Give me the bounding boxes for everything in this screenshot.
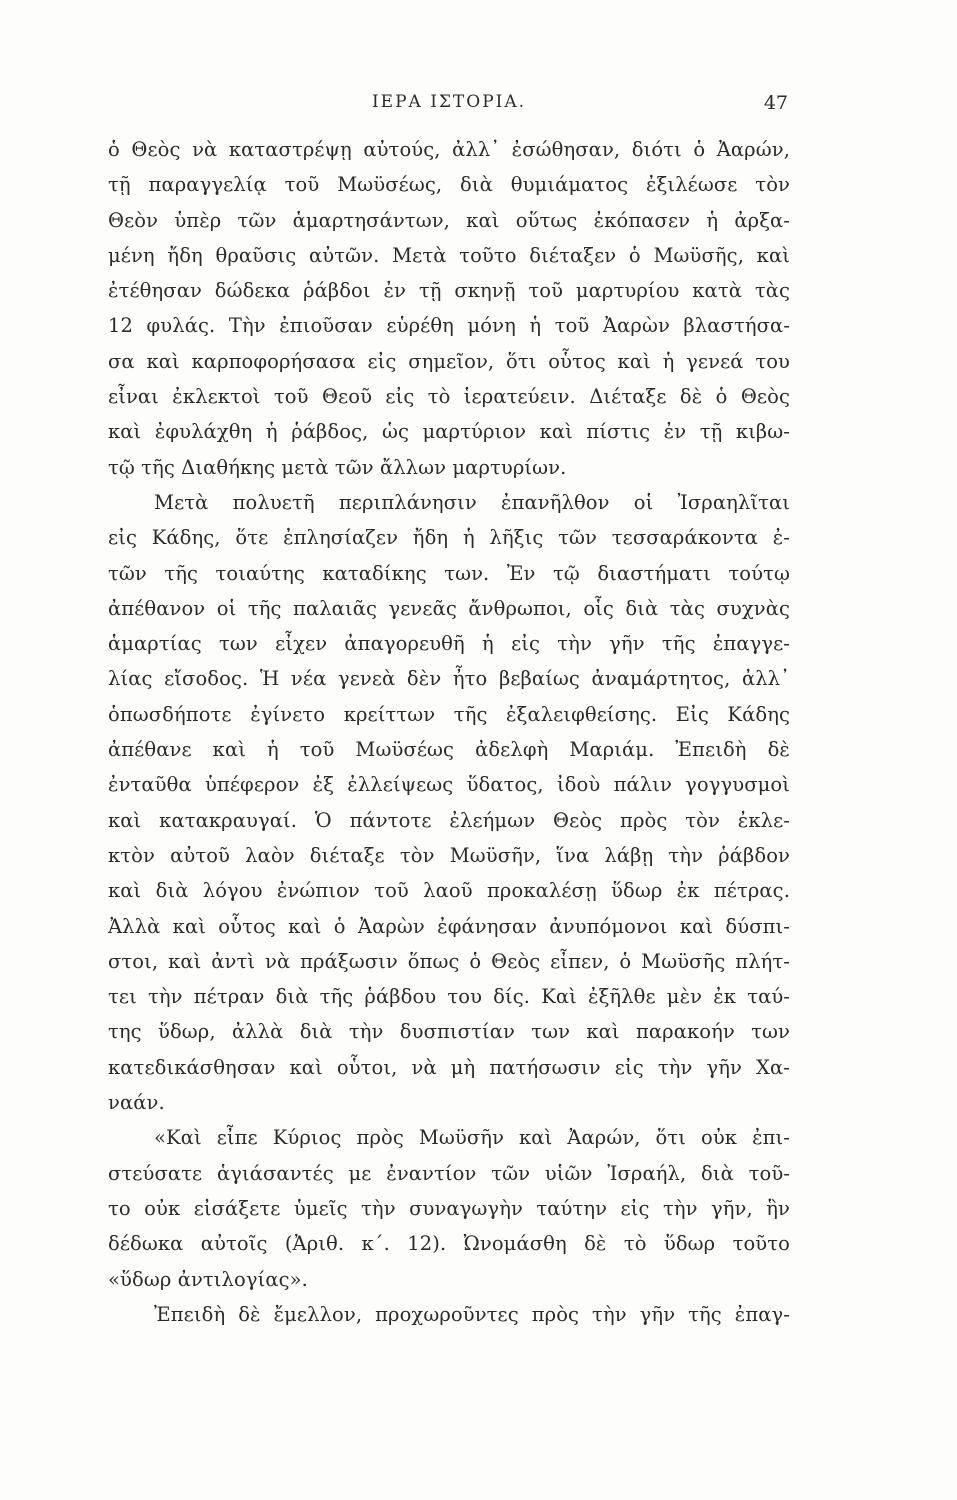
- text-line: ἀπέθανε καὶ ἡ τοῦ Μωϋσέως ἀδελφὴ Μαριάμ. Ἐπειδὴ δὲ: [108, 738, 790, 762]
- text-line: στεύσατε ἁγιάσαντές με ἐναντίον τῶν υἱῶν Ἰσραήλ, διὰ τοῦ-: [108, 1161, 790, 1185]
- text-line: εἰς Κάδης, ὅτε ἐπλησίαζεν ἤδη ἡ λῆξις τῶν τεσσαράκοντα ἐ-: [108, 526, 790, 550]
- text-line: ἀπέθανον οἱ τῆς παλαιᾶς γενεᾶς ἄνθρωποι, οἷς διὰ τὰς συχνὰς: [108, 596, 790, 620]
- body-text: [108, 132, 790, 1332]
- text-line: ὁ Θεὸς νὰ καταστρέψῃ αὐτούς, ἀλλ᾽ ἐσώθησαν, διότι ὁ Ἀαρών,: [108, 138, 790, 161]
- text-line: λίας εἴσοδος. Ἡ νέα γενεὰ δὲν ἦτο βεβαίως ἀναμάρτητος, ἀλλ᾽: [108, 667, 790, 691]
- text-line: δέδωκα αὐτοῖς (Ἀριθ. κ΄. 12). Ὠνομάσθη δὲ τὸ ὕδωρ τοῦτο: [108, 1232, 790, 1256]
- text-line: Ἀλλὰ καὶ οὗτος καὶ ὁ Ἀαρὼν ἐφάνησαν ἀνυπόμονοι καὶ δύσπι-: [108, 914, 790, 938]
- text-line: κτὸν αὐτοῦ λαὸν διέταξε τὸν Μωϋσῆν, ἵνα λάβῃ τὴν ῥάβδον: [108, 843, 790, 867]
- text-line: ὁπωσδήποτε ἐγίνετο κρείττων τῆς ἐξαλειφθείσης. Εἰς Κάδης: [108, 702, 790, 726]
- paragraph-start-line: Ἐπειδὴ δὲ ἔμελλον, προχωροῦντες πρὸς τὴν γῆν τῆς ἐπαγ-: [154, 1302, 790, 1326]
- text-line: τῇ παραγγελίᾳ τοῦ Μωϋσέως, διὰ θυμιάματος ἐξιλέωσε τὸν: [108, 173, 790, 197]
- text-line: της ὕδωρ, ἀλλὰ διὰ τὴν δυσπιστίαν των καὶ παρακοήν των: [108, 1020, 790, 1044]
- text-line: εἶναι ἐκλεκτοὶ τοῦ Θεοῦ εἰς τὸ ἱερατεύειν. Διέταξε δὲ ὁ Θεὸς: [108, 385, 790, 409]
- text-line: τῷ τῆς Διαθήκης μετὰ τῶν ἄλλων μαρτυρίων.: [108, 455, 567, 479]
- running-header: [110, 92, 788, 116]
- text-line: τῶν τῆς τοιαύτης καταδίκης των. Ἐν τῷ διαστήματι τούτῳ: [108, 561, 790, 585]
- text-line: στοι, καὶ ἀντὶ νὰ πράξωσιν ὅπως ὁ Θεὸς εἶπεν, ὁ Μωϋσῆς πλήτ-: [108, 949, 790, 973]
- text-line: Θεὸν ὑπὲρ τῶν ἁμαρτησάντων, καὶ οὕτως ἐκόπασεν ἡ ἀρξα-: [108, 208, 790, 232]
- text-line: 12 φυλάς. Τὴν ἐπιοῦσαν εὑρέθη μόνη ἡ τοῦ Ἀαρὼν βλαστήσα-: [108, 314, 790, 338]
- text-line: ἐτέθησαν δώδεκα ῥάβδοι ἐν τῇ σκηνῇ τοῦ μαρτυρίου κατὰ τὰς: [108, 279, 790, 303]
- text-line: τει τὴν πέτραν διὰ τῆς ῥάβδου του δίς. Καὶ ἐξῆλθε μὲν ἐκ ταύ-: [108, 985, 790, 1009]
- text-line: ἐνταῦθα ὑπέφερον ἐξ ἐλλείψεως ὕδατος, ἰδοὺ πάλιν γογγυσμοὶ: [108, 773, 790, 797]
- text-line: σα καὶ καρποφορήσασα εἰς σημεῖον, ὅτι οὗτος καὶ ἡ γενεά του: [108, 349, 790, 373]
- text-line: κατεδικάσθησαν καὶ οὗτοι, νὰ μὴ πατήσωσιν εἰς τὴν γῆν Χα-: [108, 1055, 790, 1079]
- text-line: καὶ κατακραυγαί. Ὁ πάντοτε ἐλεήμων Θεὸς πρὸς τὸν ἐκλε-: [108, 808, 790, 832]
- running-title: ΙΕΡΑ ΙΣΤΟΡΙΑ.: [371, 92, 527, 112]
- text-line: ναάν.: [108, 1091, 165, 1115]
- text-line: ἁμαρτίας των εἶχεν ἀπαγορευθῆ ἡ εἰς τὴν γῆν τῆς ἐπαγγε-: [108, 632, 790, 656]
- page-number: 47: [763, 92, 788, 114]
- paragraph-start-line: Μετὰ πολυετῆ περιπλάνησιν ἐπανῆλθον οἱ Ἰσραηλῖται: [154, 490, 790, 514]
- paragraph-start-line: «Καὶ εἶπε Κύριος πρὸς Μωϋσῆν καὶ Ἀαρών, ὅτι οὐκ ἐπι-: [154, 1126, 790, 1150]
- text-line: καὶ ἐφυλάχθη ἡ ῥάβδος, ὡς μαρτύριον καὶ πίστις ἐν τῇ κιβω-: [108, 420, 790, 444]
- text-line: μένη ἤδη θραῦσις αὐτῶν. Μετὰ τοῦτο διέταξεν ὁ Μωϋσῆς, καὶ: [108, 243, 790, 267]
- text-line: το οὐκ εἰσάξετε ὑμεῖς τὴν συναγωγὴν ταύτην εἰς τὴν γῆν, ἣν: [108, 1196, 790, 1220]
- text-line: «ὕδωρ ἀντιλογίας».: [108, 1267, 308, 1291]
- text-line: καὶ διὰ λόγου ἐνώπιον τοῦ λαοῦ προκαλέσῃ ὕδωρ ἐκ πέτρας.: [108, 879, 790, 903]
